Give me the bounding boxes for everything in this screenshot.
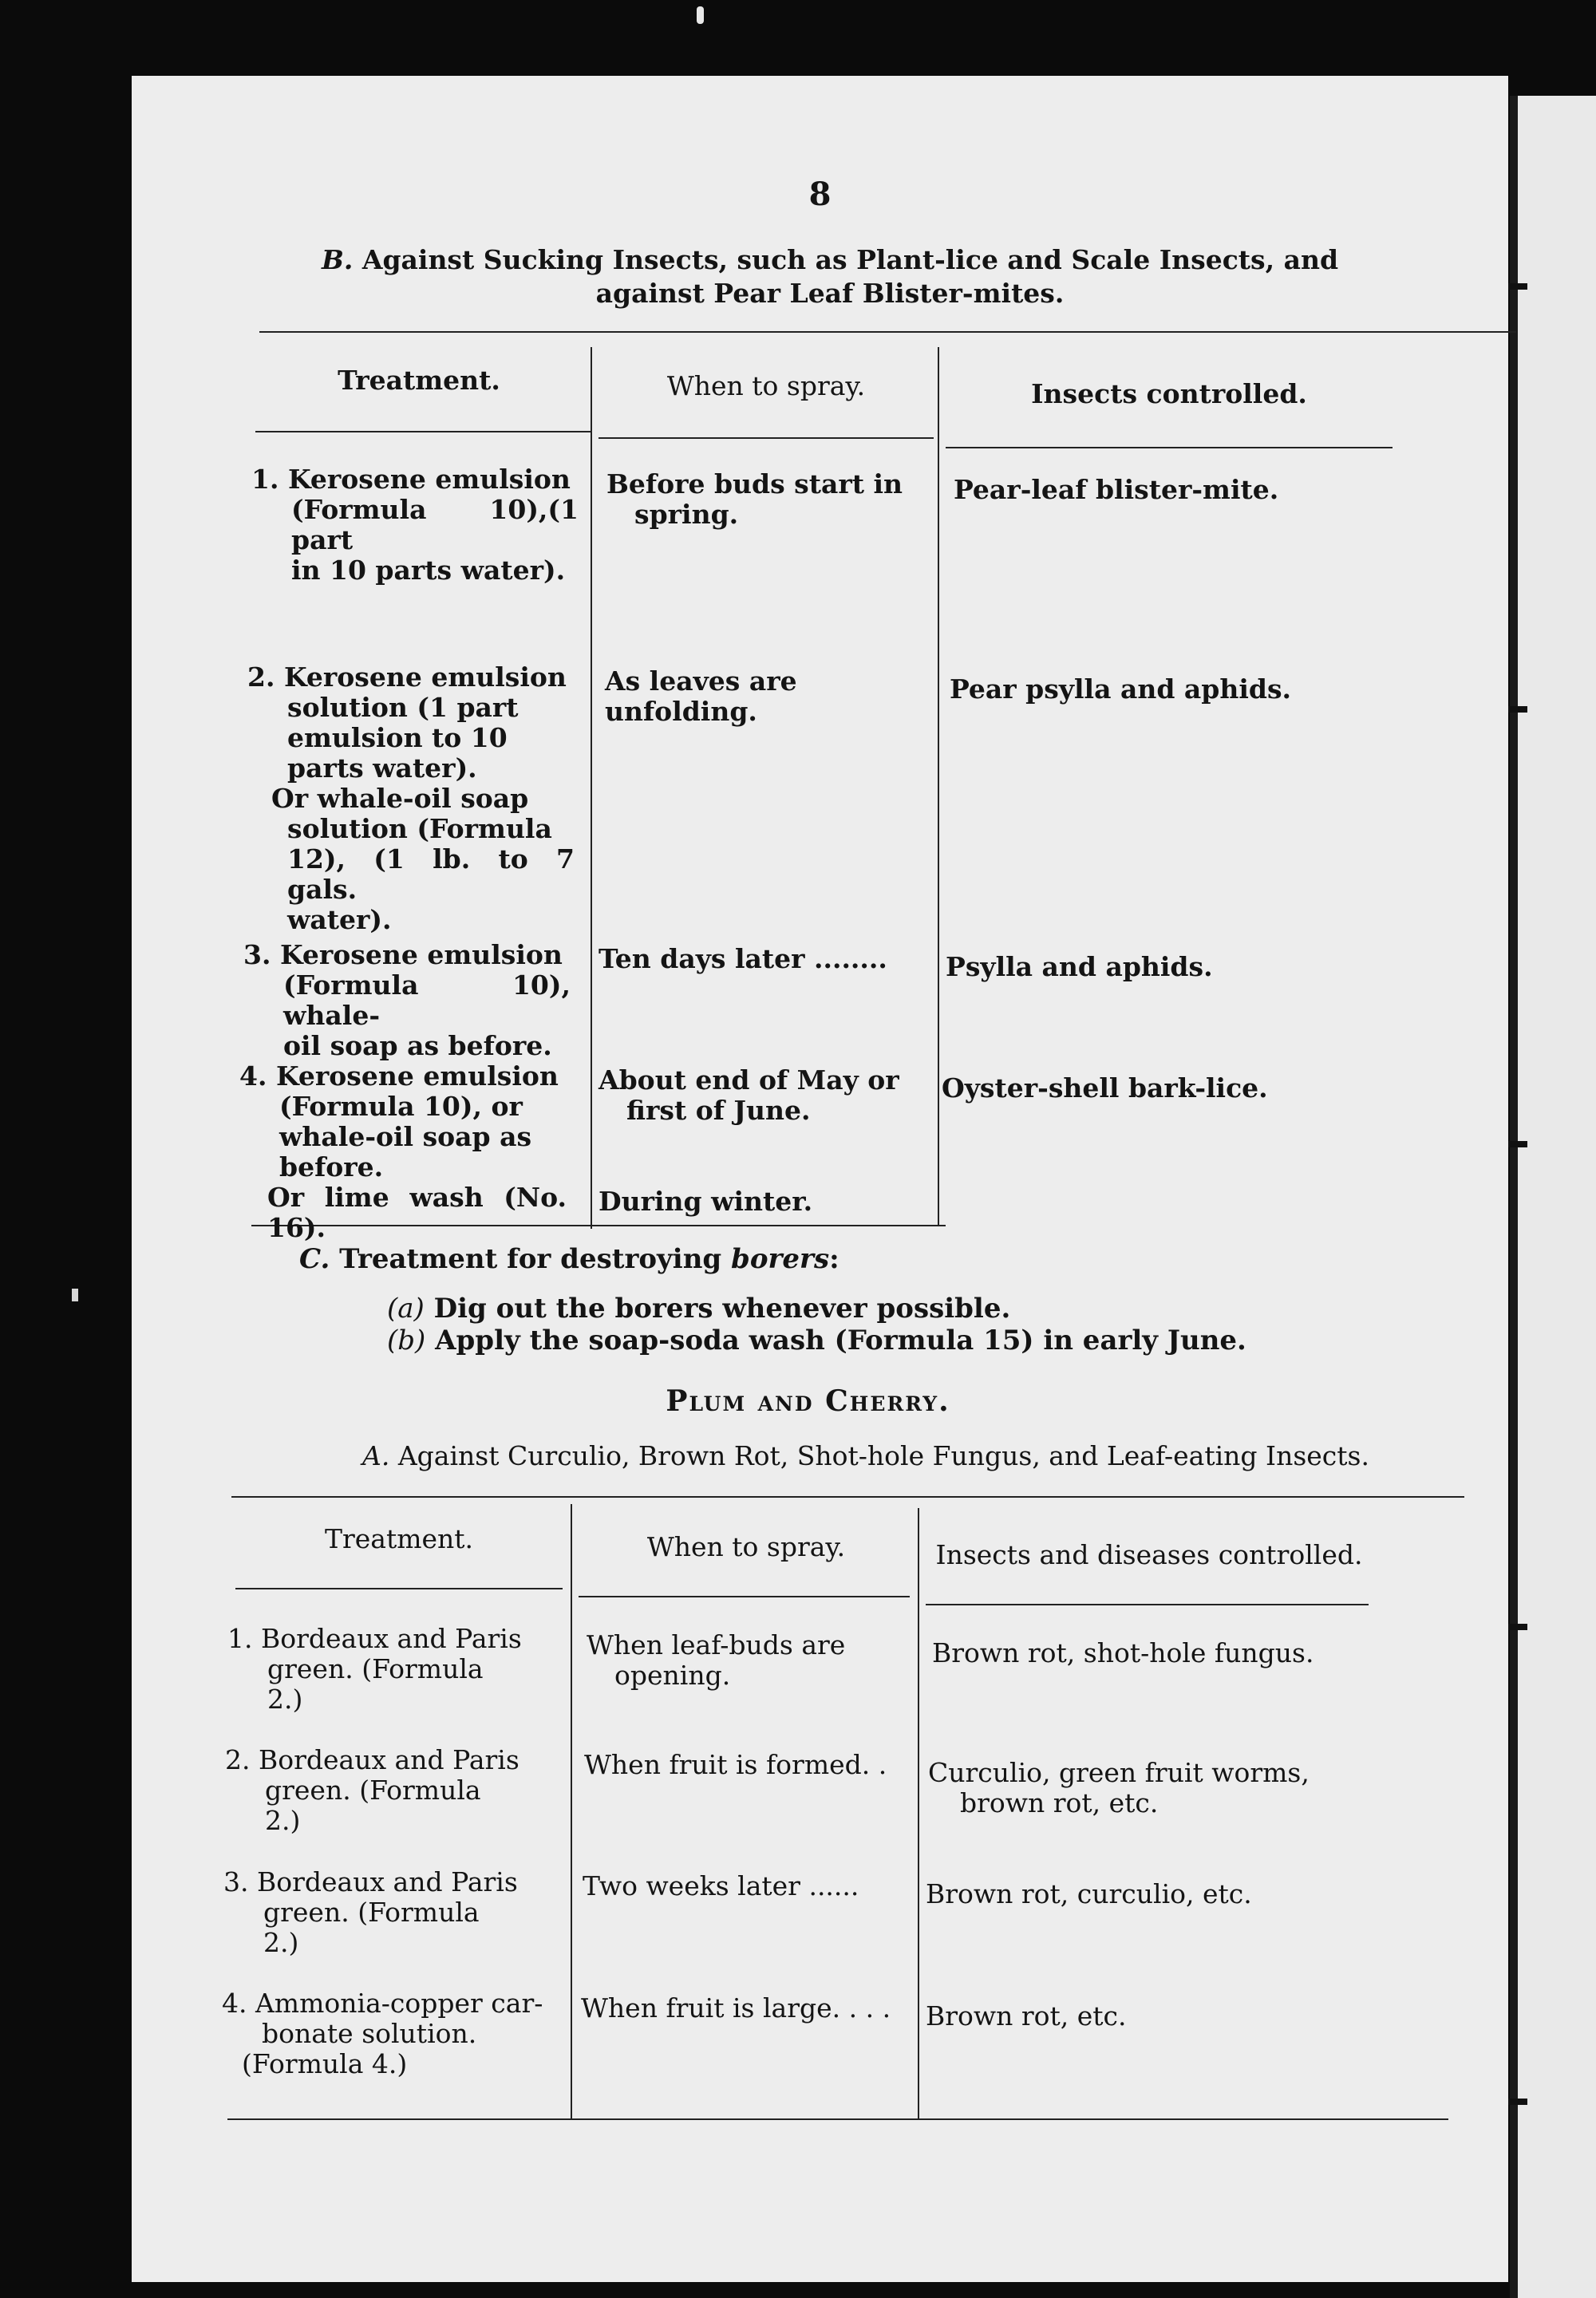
text-line: 2.) (267, 1684, 303, 1715)
text-line: Or whale-oil soap (271, 783, 529, 814)
section-c-heading-italic: borers (731, 1243, 830, 1275)
text-line: opening. (614, 1660, 731, 1691)
table-b-header-when: When to spray. (666, 370, 866, 401)
text-line: in 10 parts water). (291, 555, 566, 586)
table-a-row-4-treatment (222, 1988, 549, 2079)
text-line: Or lime wash (No. 16). (267, 1182, 567, 1243)
table-b-row-3-when: Ten days later ........ (598, 943, 887, 974)
scan-speck (697, 6, 704, 24)
section-c-item-a (387, 1293, 1010, 1325)
table-a-row-1-when (587, 1630, 910, 1691)
table-b-col-rule-1 (591, 347, 592, 1229)
text-line: 3. Kerosene emulsion (243, 939, 563, 970)
text-line: (Formula 10),(1 part (291, 494, 579, 555)
text-line: green. (Formula (267, 1653, 484, 1684)
text-line: 4. Ammonia-copper car- (222, 1988, 543, 2019)
text-line: (Formula 10), or (279, 1091, 523, 1122)
text-line: water). (287, 904, 392, 935)
table-b-header-treatment: Treatment. (338, 365, 500, 396)
text-line: (Formula 4.) (242, 2048, 408, 2079)
table-a-row-2-treatment (225, 1745, 552, 1836)
table-a-header-when: When to spray. (646, 1531, 846, 1562)
table-a-row-2-insects (928, 1758, 1375, 1818)
item-text: Apply the soap-soda wash (Formula 15) in early June. (435, 1325, 1246, 1356)
text-line: green. (Formula (265, 1775, 481, 1806)
text-line: brown rot, etc. (960, 1787, 1159, 1818)
section-a-heading-text: Against Curculio, Brown Rot, Shot-hole Fungus, and Leaf-eating Insects. (397, 1440, 1369, 1471)
text-line: 2. Bordeaux and Paris (225, 1744, 519, 1775)
section-c-letter: C. (299, 1243, 330, 1275)
table-a-header-rule-2 (579, 1596, 910, 1597)
section-a-heading (267, 1440, 1464, 1471)
text-line: bonate solution. (262, 2018, 477, 2049)
table-a-row-3-when: Two weeks later ...... (583, 1870, 859, 1901)
text-line: 2.) (263, 1927, 299, 1958)
section-b-heading-text: Against Sucking Insects, such as Plant-lice and Scale Insects, and against Pear Leaf Blister-mites. (361, 244, 1339, 309)
text-line: Curculio, green fruit worms, (928, 1757, 1310, 1788)
text-line: 2. Kerosene emulsion (247, 661, 567, 693)
text-line: first of June. (626, 1095, 811, 1126)
text-line: solution (Formula (287, 813, 552, 844)
table-a-row-2-when: When fruit is formed. . (584, 1749, 887, 1780)
section-c-item-b (387, 1325, 1246, 1356)
text-line: 3. Bordeaux and Paris (223, 1866, 518, 1897)
document-page (132, 76, 1508, 2282)
table-b-row-1-treatment (251, 464, 579, 586)
table-b-header-rule-1 (255, 431, 591, 432)
table-a-row-3-insects: Brown rot, curculio, etc. (926, 1878, 1252, 1909)
text-line: solution (1 part (287, 692, 519, 723)
table-a-top-rule (231, 1496, 1464, 1498)
text-line: whale-oil soap as (279, 1121, 532, 1152)
text-line: Before buds start in (606, 468, 903, 499)
table-a-bottom-rule (227, 2118, 1448, 2120)
text-line: green. (Formula (263, 1897, 480, 1928)
text-line: 12), (1 lb. to 7 gals. (287, 843, 575, 905)
table-a-header-rule-1 (235, 1588, 563, 1589)
section-b-letter: B. (321, 244, 354, 275)
table-b-row-3-treatment (243, 940, 571, 1061)
plum-cherry-heading: Plum and Cherry. (666, 1384, 950, 1418)
table-b-row-2-when: As leaves are unfolding. (605, 665, 797, 727)
adjacent-page-edge (1510, 96, 1596, 2298)
table-b-row-3-insects: Psylla and aphids. (946, 951, 1213, 982)
table-a-row-4-insects: Brown rot, etc. (926, 2000, 1127, 2031)
text-line: 4. Kerosene emulsion (239, 1060, 559, 1092)
section-a-letter: A. (362, 1440, 390, 1471)
item-marker: (b) (387, 1325, 426, 1356)
table-a-row-1-insects: Brown rot, shot-hole fungus. (932, 1637, 1314, 1668)
table-a-header-treatment: Treatment. (324, 1523, 474, 1554)
section-c-heading-suffix: : (829, 1243, 839, 1275)
table-a-header-insects: Insects and diseases controlled. (935, 1539, 1363, 1570)
table-b-row-4-treatment (239, 1061, 567, 1243)
table-b-row-1-insects: Pear-leaf blister-mite. (954, 474, 1279, 505)
text-line: spring. (634, 499, 739, 530)
text-line: 2.) (265, 1805, 301, 1836)
item-marker: (a) (387, 1293, 425, 1325)
table-b-row-1-when (606, 469, 926, 530)
text-line: When leaf-buds are (587, 1629, 846, 1660)
table-b-col-rule-2 (938, 347, 939, 1225)
table-a-col-rule-2 (918, 1508, 919, 2118)
section-b-heading (275, 243, 1385, 310)
text-line: (Formula 10), whale- (283, 969, 571, 1031)
page-number: 8 (808, 176, 832, 213)
text-line: oil soap as before. (283, 1030, 552, 1061)
table-b-row-4-insects: Oyster-shell bark-lice. (942, 1072, 1268, 1104)
item-text: Dig out the borers whenever possible. (433, 1293, 1011, 1325)
table-a-row-4-when: When fruit is large. . . . (581, 1992, 891, 2024)
text-line: emulsion to 10 (287, 722, 508, 753)
table-b-header-rule-2 (598, 437, 934, 439)
table-b-header-insects: Insects controlled. (1031, 378, 1307, 409)
table-a-row-3-treatment (223, 1867, 551, 1958)
text-line: before. (279, 1151, 384, 1183)
text-line: 1. Bordeaux and Paris (227, 1623, 522, 1654)
section-c-heading-text: Treatment for destroying (339, 1243, 722, 1275)
table-b-row-2-treatment (247, 662, 575, 935)
section-c-heading (299, 1243, 839, 1275)
table-a-row-1-treatment (227, 1624, 555, 1715)
table-b-row-2-insects: Pear psylla and aphids. (950, 673, 1292, 705)
table-b-header-rule-3 (946, 447, 1393, 448)
table-b-top-rule (259, 331, 1516, 333)
text-line: About end of May or (598, 1064, 899, 1096)
text-line: 1. Kerosene emulsion (251, 464, 571, 495)
text-line: parts water). (287, 752, 477, 784)
scan-speck-left (72, 1289, 78, 1301)
text-line: During winter. (598, 1186, 813, 1217)
table-b-row-4-when (598, 1065, 934, 1217)
table-a-header-rule-3 (926, 1604, 1369, 1605)
table-a-col-rule-1 (571, 1504, 572, 2118)
